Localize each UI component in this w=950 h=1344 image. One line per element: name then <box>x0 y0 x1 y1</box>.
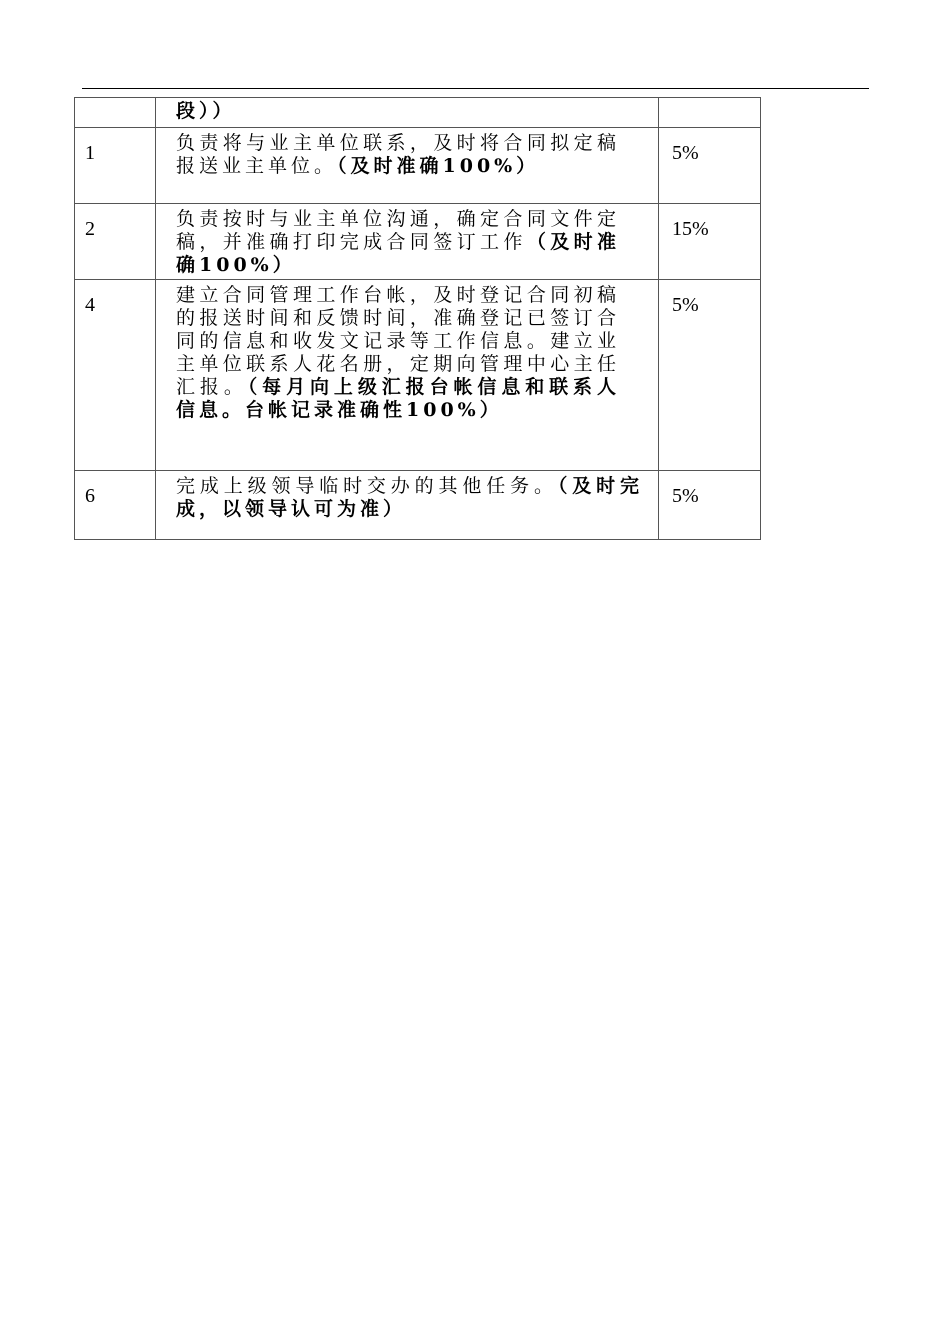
description-cell <box>156 98 659 128</box>
table-row <box>75 204 761 280</box>
number-cell <box>75 204 156 280</box>
row-weight: 5% <box>672 142 699 164</box>
description-bold-text: （及时准确100%） <box>337 155 540 177</box>
table-row <box>75 280 761 471</box>
number-cell <box>75 128 156 204</box>
description-text: 建立合同管理工作台帐，及时登记合同初稿的报送时间和反馈时间，准确登记已签订合同的信息和收发文记录等工作信息。建立业主单位联系人花名册，定期向管理中心主任汇报。 <box>176 284 620 398</box>
row-number: 2 <box>85 218 95 240</box>
row-number: 4 <box>85 294 95 316</box>
header-rule <box>82 88 869 89</box>
description-bold-text: （及时准确100%） <box>176 231 620 276</box>
description-cell <box>156 471 659 540</box>
weight-cell <box>659 471 761 540</box>
description-cell <box>156 204 659 280</box>
row-weight: 5% <box>672 485 699 507</box>
description-text: 完成上级领导临时交办的其他任务。 <box>176 475 558 497</box>
description-bold-text: （每月向上级汇报台帐信息和联系人信息。台帐记录准确性100%） <box>176 376 620 421</box>
row-number: 6 <box>85 485 95 507</box>
description-bold-text: 段）） <box>176 100 236 122</box>
table-row-continuation <box>75 98 761 128</box>
row-weight: 15% <box>672 218 709 240</box>
weight-cell <box>659 280 761 471</box>
row-weight: 5% <box>672 294 699 316</box>
description-cell <box>156 280 659 471</box>
weight-cell <box>659 128 761 204</box>
description-text: 负责按时与业主单位沟通，确定合同文件定稿，并准确打印完成合同签订工作 <box>176 208 620 253</box>
table-row <box>75 471 761 540</box>
row-number: 1 <box>85 142 95 164</box>
description-text: 负责将与业主单位联系，及时将合同拟定稿报送业主单位。 <box>176 132 620 177</box>
weight-cell <box>659 98 761 128</box>
description-bold-text: （及时完成，以领导认可为准） <box>176 475 643 520</box>
table-row <box>75 128 761 204</box>
number-cell <box>75 98 156 128</box>
weight-cell <box>659 204 761 280</box>
duty-table <box>74 97 761 540</box>
number-cell <box>75 471 156 540</box>
number-cell <box>75 280 156 471</box>
description-cell <box>156 128 659 204</box>
